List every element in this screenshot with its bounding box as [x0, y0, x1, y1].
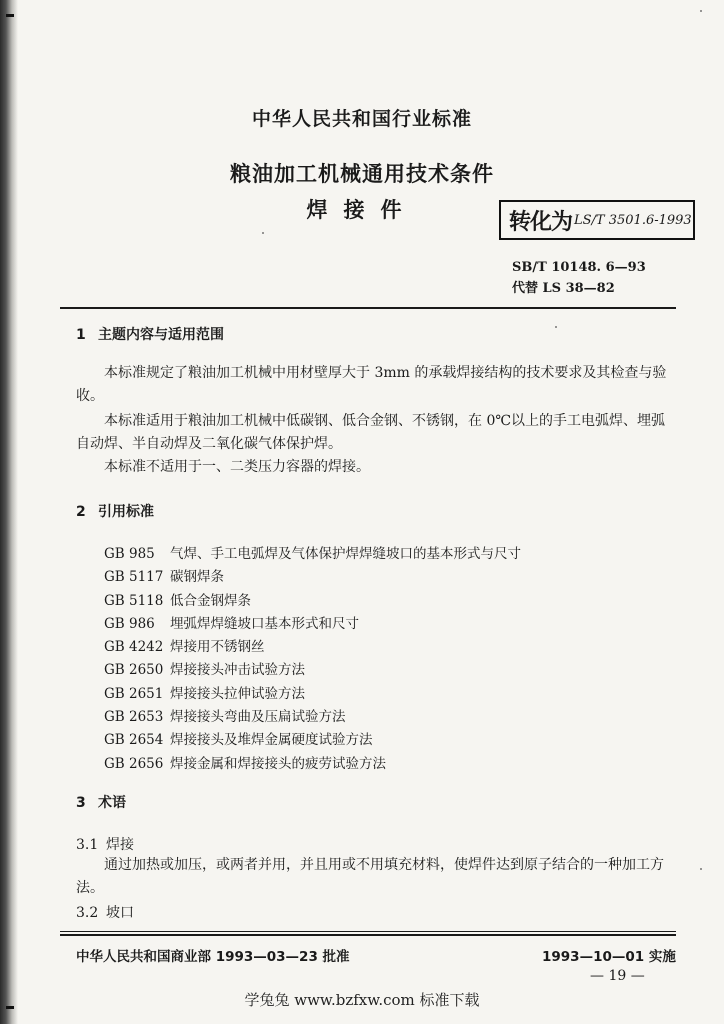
scan-speck	[700, 10, 702, 12]
reference-item	[104, 543, 521, 566]
section-2-heading	[76, 501, 154, 521]
term-heading	[76, 902, 134, 922]
reference-code: GB 2651	[104, 685, 164, 702]
section-title: 主题内容与适用范围	[98, 327, 224, 343]
section-number: 2	[76, 504, 86, 520]
conversion-stamp	[499, 200, 695, 240]
scan-speck	[700, 868, 702, 870]
reference-title: 焊接接头及堆焊金属硬度试验方法	[170, 732, 373, 749]
reference-item	[104, 659, 521, 682]
reference-title: 焊接接头弯曲及压扁试验方法	[170, 709, 346, 726]
footer-rule	[60, 934, 676, 936]
section-title: 引用标准	[98, 504, 154, 520]
reference-code: GB 2650	[104, 662, 164, 679]
paragraph: 本标准不适用于一、二类压力容器的焊接。	[104, 459, 370, 475]
reference-item	[104, 566, 521, 589]
reference-code: GB 5117	[104, 569, 164, 586]
reference-title: 焊接金属和焊接接头的疲劳试验方法	[170, 755, 386, 772]
section-3-heading	[76, 792, 126, 812]
reference-title: 碳钢焊条	[170, 569, 224, 586]
scan-speck	[262, 232, 264, 234]
reference-code: GB 985	[104, 546, 155, 562]
reference-code: GB 4242	[104, 639, 164, 656]
reference-item	[104, 636, 521, 659]
paragraph: 本标准适用于粮油加工机械中低碳钢、低合金钢、不锈钢，在 0℃以上的手工电弧焊、埋弧自动焊、半自动焊及二氧化碳气体保护焊。	[76, 413, 666, 452]
term-title: 焊接	[106, 837, 134, 853]
standard-number: SB/T 10148. 6—93	[512, 260, 646, 275]
replaces-standard: 代替 LS 38—82	[512, 281, 615, 296]
document-title: 粮油加工机械通用技术条件	[230, 162, 494, 186]
stamp-label: 转化为	[509, 209, 573, 235]
approval-line: 中华人民共和国商业部 1993—03—23 批准	[76, 949, 350, 965]
footer-rule	[60, 931, 676, 932]
watermark: 学兔兔 www.bzfxw.com 标准下载	[244, 991, 480, 1009]
scan-binding-edge	[0, 0, 18, 1024]
reference-item	[104, 706, 521, 729]
scan-speck	[555, 326, 557, 328]
section-title: 术语	[98, 795, 126, 811]
reference-item	[104, 753, 521, 776]
standard-category: 中华人民共和国行业标准	[251, 108, 472, 130]
reference-code: GB 2654	[104, 732, 164, 749]
implementation-date: 1993—10—01 实施	[542, 949, 676, 965]
section-1-heading	[76, 324, 224, 344]
stamp-handwritten-code: LS/T 3501.6-1993	[574, 212, 692, 228]
reference-title: 低合金钢焊条	[170, 592, 251, 609]
reference-code: GB 2656	[104, 755, 164, 772]
reference-code: GB 986	[104, 615, 155, 632]
reference-title: 气焊、手工电弧焊及气体保护焊焊缝坡口的基本形式与尺寸	[170, 546, 521, 562]
binding-mark	[6, 14, 14, 17]
reference-code: GB 5118	[104, 592, 164, 609]
section-number: 3	[76, 795, 86, 811]
term-title: 坡口	[106, 905, 134, 921]
header-rule	[60, 307, 676, 309]
reference-item	[104, 683, 521, 706]
reference-title: 埋弧焊焊缝坡口基本形式和尺寸	[170, 615, 359, 632]
reference-item	[104, 613, 521, 636]
term-number: 3.2	[76, 905, 99, 921]
reference-list	[104, 543, 521, 776]
reference-title: 焊接接头冲击试验方法	[170, 662, 305, 679]
reference-item	[104, 729, 521, 752]
reference-title: 焊接接头拉伸试验方法	[170, 685, 305, 702]
document-subtitle: 焊接件	[306, 198, 418, 222]
term-number: 3.1	[76, 837, 99, 853]
page-number: — 19 —	[590, 968, 645, 984]
reference-title: 焊接用不锈钢丝	[170, 639, 265, 656]
standard-codes	[512, 257, 646, 299]
reference-item	[104, 590, 521, 613]
section-number: 1	[76, 327, 86, 343]
term-definition: 通过加热或加压，或两者并用，并且用或不用填充材料，使焊件达到原子结合的一种加工方法。	[76, 857, 664, 896]
reference-code: GB 2653	[104, 709, 164, 726]
term-heading	[76, 834, 134, 854]
paragraph: 本标准规定了粮油加工机械中用材壁厚大于 3mm 的承载焊接结构的技术要求及其检查与验收。	[76, 365, 667, 404]
